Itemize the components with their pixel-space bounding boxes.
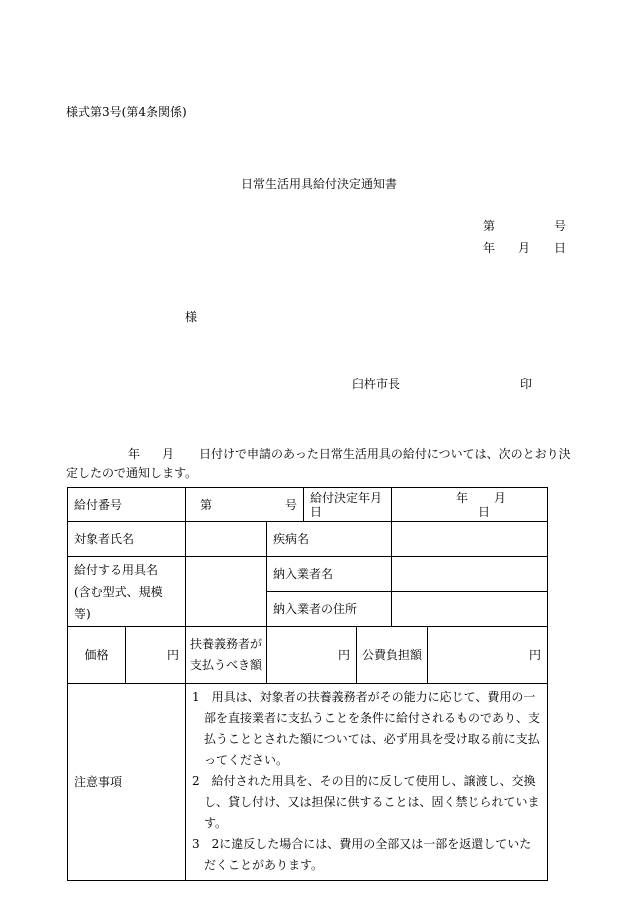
obligor-label bbox=[186, 627, 267, 684]
disease-label: 疾病名 bbox=[267, 522, 392, 557]
decision-date-month: 月 bbox=[493, 490, 506, 505]
disease-value[interactable] bbox=[392, 522, 548, 557]
note-item: 1 用具は、対象者の扶養義務者がその能力に応じて、費用の一部を直接業者に支払うことを条件に給付されるものであり、支払うこととされた額については、必ず用具を受け取る前に支払ってください。 bbox=[192, 690, 541, 767]
subject-name-value[interactable] bbox=[186, 522, 267, 557]
note-item: 3 2に違反した場合には、費用の全部又は一部を返還していただくことがあります。 bbox=[192, 837, 532, 872]
item-value[interactable] bbox=[186, 557, 267, 627]
intro-month: 月 bbox=[162, 447, 175, 461]
item-label bbox=[68, 557, 186, 627]
public-burden-amount[interactable]: 円 bbox=[428, 627, 548, 684]
obligor-label-line1: 扶養義務者が bbox=[190, 637, 263, 651]
recipient-honorific: 様 bbox=[185, 310, 198, 324]
doc-date-year: 年 bbox=[483, 241, 496, 255]
vendor-address-label: 納入業者の住所 bbox=[267, 592, 392, 627]
item-label-line1: 給付する用具名 bbox=[74, 562, 159, 577]
vendor-address-value[interactable] bbox=[392, 592, 548, 627]
doc-date-month: 月 bbox=[518, 241, 531, 255]
issuer-seal: 印 bbox=[520, 377, 533, 391]
decision-date-cell[interactable] bbox=[392, 488, 548, 522]
item-label-line2: (含む型式、規模等) bbox=[74, 584, 163, 621]
decision-date-year: 年 bbox=[456, 490, 469, 505]
price-value[interactable]: 円 bbox=[126, 627, 186, 684]
vendor-name-value[interactable] bbox=[392, 557, 548, 592]
doc-number-suffix: 号 bbox=[554, 219, 567, 233]
doc-date-day: 日 bbox=[554, 241, 567, 255]
notes-label: 注意事項 bbox=[68, 684, 186, 881]
form-label: 様式第3号(第4条関係) bbox=[66, 105, 187, 119]
doc-number-prefix: 第 bbox=[483, 219, 496, 233]
vendor-name-label: 納入業者名 bbox=[267, 557, 392, 592]
payment-number-suffix: 号 bbox=[285, 497, 298, 512]
price-label: 価格 bbox=[68, 627, 126, 684]
intro-text-line1: 日付けで申請のあった日常生活用具の給付については、次のとおり決 bbox=[199, 447, 571, 461]
decision-date-day: 日 bbox=[478, 504, 491, 519]
subject-name-label: 対象者氏名 bbox=[68, 522, 186, 557]
note-item: 2 給付された用具を、その目的に反して使用し、譲渡し、交換し、貸し付け、又は担保に供することは、固く禁じられています。 bbox=[192, 774, 540, 830]
intro-text-line2: 定したので通知します。 bbox=[66, 466, 198, 480]
issuer-name: 臼杵市長 bbox=[352, 377, 401, 391]
obligor-label-line2: 支払うべき額 bbox=[190, 658, 263, 672]
decision-date-label: 給付決定年月日 bbox=[304, 488, 392, 522]
public-burden-label: 公費負担額 bbox=[357, 627, 428, 684]
document-title: 日常生活用具給付決定通知書 bbox=[241, 177, 398, 191]
intro-year: 年 bbox=[128, 447, 141, 461]
obligor-amount[interactable]: 円 bbox=[267, 627, 357, 684]
notes-cell bbox=[186, 684, 548, 881]
payment-number-label: 給付番号 bbox=[68, 488, 186, 522]
benefit-decision-table bbox=[67, 487, 548, 881]
payment-number-cell[interactable] bbox=[186, 488, 304, 522]
payment-number-prefix: 第 bbox=[200, 497, 213, 512]
